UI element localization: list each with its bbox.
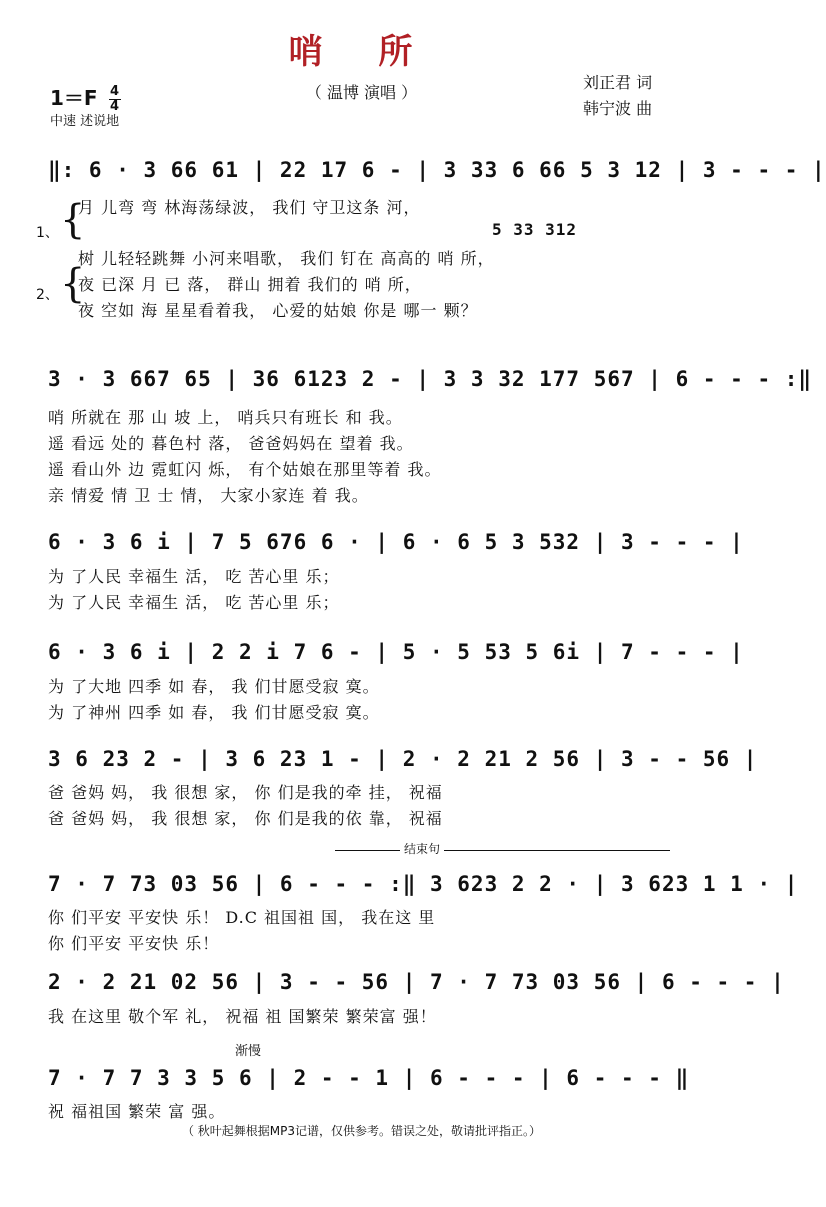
footer-note: （ 秋叶起舞根据MP3记谱，仅供参考。错误之处，敬请批评指正。） bbox=[181, 1124, 542, 1138]
lyric-1-4: 夜 空如 海 星星看着我， 心爱的姑娘 你是 哪一 颗？ bbox=[78, 301, 478, 320]
lyric-3-1: 为 了人民 幸福生 活， 吃 苦心里 乐； bbox=[48, 567, 340, 586]
composer: 韩宁波 曲 bbox=[583, 99, 653, 118]
lyric-1-2: 树 儿轻轻跳舞 小河来唱歌， 我们 钉在 高高的 哨 所， bbox=[78, 249, 495, 268]
lyric-1-3: 夜 已深 月 已 落， 群山 拥着 我们的 哨 所， bbox=[78, 275, 422, 294]
verse-label-2: 2、 bbox=[36, 287, 59, 303]
key-label: 1＝F bbox=[50, 86, 98, 110]
notation-line-2: 3 · 3 667 65 | 36 6123 2 - | 3 3 32 177 567 | 6 - - - :‖ bbox=[48, 367, 813, 391]
alt-notation-1: 5 33 312 bbox=[492, 220, 578, 239]
notation-line-3: 6 · 3 6 i | 7 5 676 6 · | 6 · 6 5 3 532 | 3 - - - | bbox=[48, 530, 744, 554]
lyric-4-2: 为 了神州 四季 如 春， 我 们甘愿受寂 寞。 bbox=[48, 703, 380, 722]
lyric-3-2: 为 了人民 幸福生 活， 吃 苦心里 乐； bbox=[48, 593, 340, 612]
lyric-2-1: 哨 所就在 那 山 坡 上， 哨兵只有班长 和 我。 bbox=[48, 408, 403, 427]
verse-label-1: 1、 bbox=[36, 225, 59, 241]
lyricist: 刘正君 词 bbox=[583, 73, 653, 92]
song-title: 哨 所 bbox=[288, 32, 435, 72]
lyric-2-4: 亲 情爱 情 卫 士 情， 大家小家连 着 我。 bbox=[48, 486, 369, 505]
lyric-5-2: 爸 爸妈 妈， 我 很想 家， 你 们是我的依 靠， 祝福 bbox=[48, 809, 443, 828]
key-signature bbox=[50, 82, 121, 113]
lyric-7-1: 我 在这里 敬个军 礼， 祝福 祖 国繁荣 繁荣富 强！ bbox=[48, 1007, 437, 1026]
notation-line-1: ‖: 6 · 3 66 61 | 22 17 6 - | 3 33 6 66 5 3 12 | 3 - - - | bbox=[48, 158, 826, 182]
notation-line-5: 3 6 23 2 - | 3 6 23 1 - | 2 · 2 21 2 56 | 3 - - 56 | bbox=[48, 747, 758, 771]
time-top: 4 bbox=[110, 84, 120, 99]
lyric-6-1: 你 们平安 平安快 乐！ D.C 祖国祖 国， 我在这 里 bbox=[48, 908, 436, 927]
lyric-6-2: 你 们平安 平安快 乐！ bbox=[48, 934, 220, 953]
brace-1: { bbox=[60, 197, 86, 243]
time-bottom: 4 bbox=[110, 99, 120, 114]
lyric-1-1: 月 儿弯 弯 林海荡绿波， 我们 守卫这条 河， bbox=[78, 198, 421, 217]
notation-line-8: 7 · 7 7 3 3 5 6 | 2 - - 1 | 6 - - - | 6 - - - ‖ bbox=[48, 1066, 690, 1090]
ending-bracket-line bbox=[335, 850, 670, 851]
lyric-2-3: 遥 看山外 边 霓虹闪 烁， 有个姑娘在那里等着 我。 bbox=[48, 460, 442, 479]
notation-line-6: 7 · 7 73 03 56 | 6 - - - :‖ 3 623 2 2 · | 3 623 1 1 · | bbox=[48, 872, 799, 896]
lyric-8-1: 祝 福祖国 繁荣 富 强。 bbox=[48, 1102, 226, 1121]
lyric-4-1: 为 了大地 四季 如 春， 我 们甘愿受寂 寞。 bbox=[48, 677, 380, 696]
brace-2: { bbox=[60, 261, 86, 307]
tempo-change: 渐慢 bbox=[235, 1044, 262, 1059]
lyric-2-2: 遥 看远 处的 暮色村 落， 爸爸妈妈在 望着 我。 bbox=[48, 434, 414, 453]
notation-line-4: 6 · 3 6 i | 2 2 i 7 6 - | 5 · 5 53 5 6i | 7 - - - | bbox=[48, 640, 744, 664]
lyric-5-1: 爸 爸妈 妈， 我 很想 家， 你 们是我的牵 挂， 祝福 bbox=[48, 783, 443, 802]
performer: （ 温博 演唱 ） bbox=[305, 83, 418, 102]
time-signature bbox=[109, 86, 121, 113]
tempo-marking: 中速 述说地 bbox=[50, 114, 120, 129]
ending-label: 结束句 bbox=[400, 840, 444, 857]
notation-line-7: 2 · 2 21 02 56 | 3 - - 56 | 7 · 7 73 03 56 | 6 - - - | bbox=[48, 970, 785, 994]
